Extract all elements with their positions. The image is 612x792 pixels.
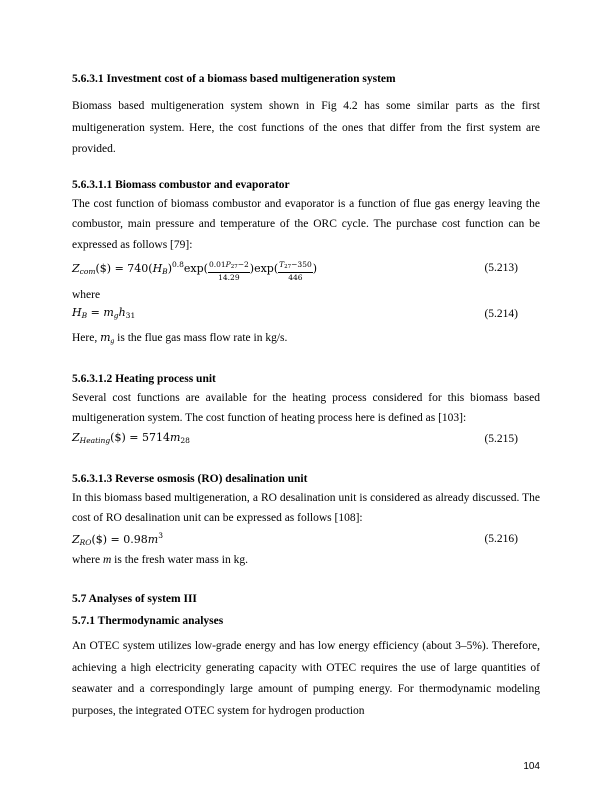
paragraph-combustor: The cost function of biomass combustor and evaporator is a function of flue gas energy leaving the combustor, main pressure and temperature of the ORC cycle. The purchase cost function can be expressed as follows [79]:: [72, 198, 540, 251]
page-number: 104: [523, 761, 540, 772]
mass-flow-description: Here, $m_g$ is the flue gas mass flow rate in kg/s.: [72, 331, 288, 345]
heading-5-6-3-1-3: 5.6.3.1.3 Reverse osmosis (RO) desalination unit: [72, 473, 308, 485]
equation-5-216: [72, 531, 540, 551]
equation-5-215: [72, 431, 540, 451]
heading-5-6-3-1: 5.6.3.1 Investment cost of a biomass based multigeneration system: [72, 73, 396, 85]
equation-number-5-213: (5.213): [484, 262, 518, 274]
equation-5-213-expression: $Z_{com}(\$) = 740(H_B)^{0.8}\exp$( $\frac{0.01P_{27}-2}{14.29}$ )exp( $\frac{T_{27}-350}{446}$ ): [72, 260, 318, 282]
paragraph-heating: Several cost functions are available for the heating process considered for this biomass based multigeneration system. The cost function of heating process here is defined as [103]:: [72, 392, 540, 425]
fraction-temperature: $\frac{T_{27}-350}{446}$: [279, 260, 312, 282]
equation-5-213: [72, 260, 540, 280]
equation-5-216-expression: $Z_{RO}(\$) = 0.98m^3$: [72, 531, 163, 547]
equation-number-5-216: (5.216): [484, 533, 518, 545]
heading-5-6-3-1-1: 5.6.3.1.1 Biomass combustor and evaporator: [72, 179, 290, 191]
equation-number-5-214: (5.214): [484, 308, 518, 320]
fresh-water-description: where m is the fresh water mass in kg.: [72, 554, 248, 566]
fraction-pressure: $\frac{0.01P_{27}-2}{14.29}$: [208, 260, 249, 282]
paragraph-reverse-osmosis: In this biomass based multigeneration, a RO desalination unit is considered as already discussed. The cost of RO desalination unit can be expressed as follows [108]:: [72, 492, 540, 525]
heading-5-6-3-1-2: 5.6.3.1.2 Heating process unit: [72, 373, 216, 385]
paragraph-investment-cost: Biomass based multigeneration system shown in Fig 4.2 has some similar parts as the first multigeneration system. Here, the cost functions of the ones that differ from the first system are provided.: [72, 100, 540, 156]
paragraph-otec: An OTEC system utilizes low-grade energy and has low energy efficiency (about 3–5%). Therefore, achieving a high electricity generating capacity with OTEC requires the use of large quantities of seawater and a correspondingly large amount of pumping energy. For thermodynamic modeling purposes, the integrated OTEC system for hydrogen production: [72, 640, 540, 717]
heading-5-7-1: 5.7.1 Thermodynamic analyses: [72, 615, 224, 627]
equation-5-215-expression: $Z_{Heating}(\$) = 5714m_{28}$: [72, 431, 190, 445]
equation-5-214-expression: $H_B = m_gh_{31}$: [72, 306, 136, 320]
heading-5-7: 5.7 Analyses of system III: [72, 593, 197, 605]
equation-5-214: [72, 306, 540, 326]
where-label-1: where: [72, 289, 101, 301]
equation-number-5-215: (5.215): [484, 433, 518, 445]
